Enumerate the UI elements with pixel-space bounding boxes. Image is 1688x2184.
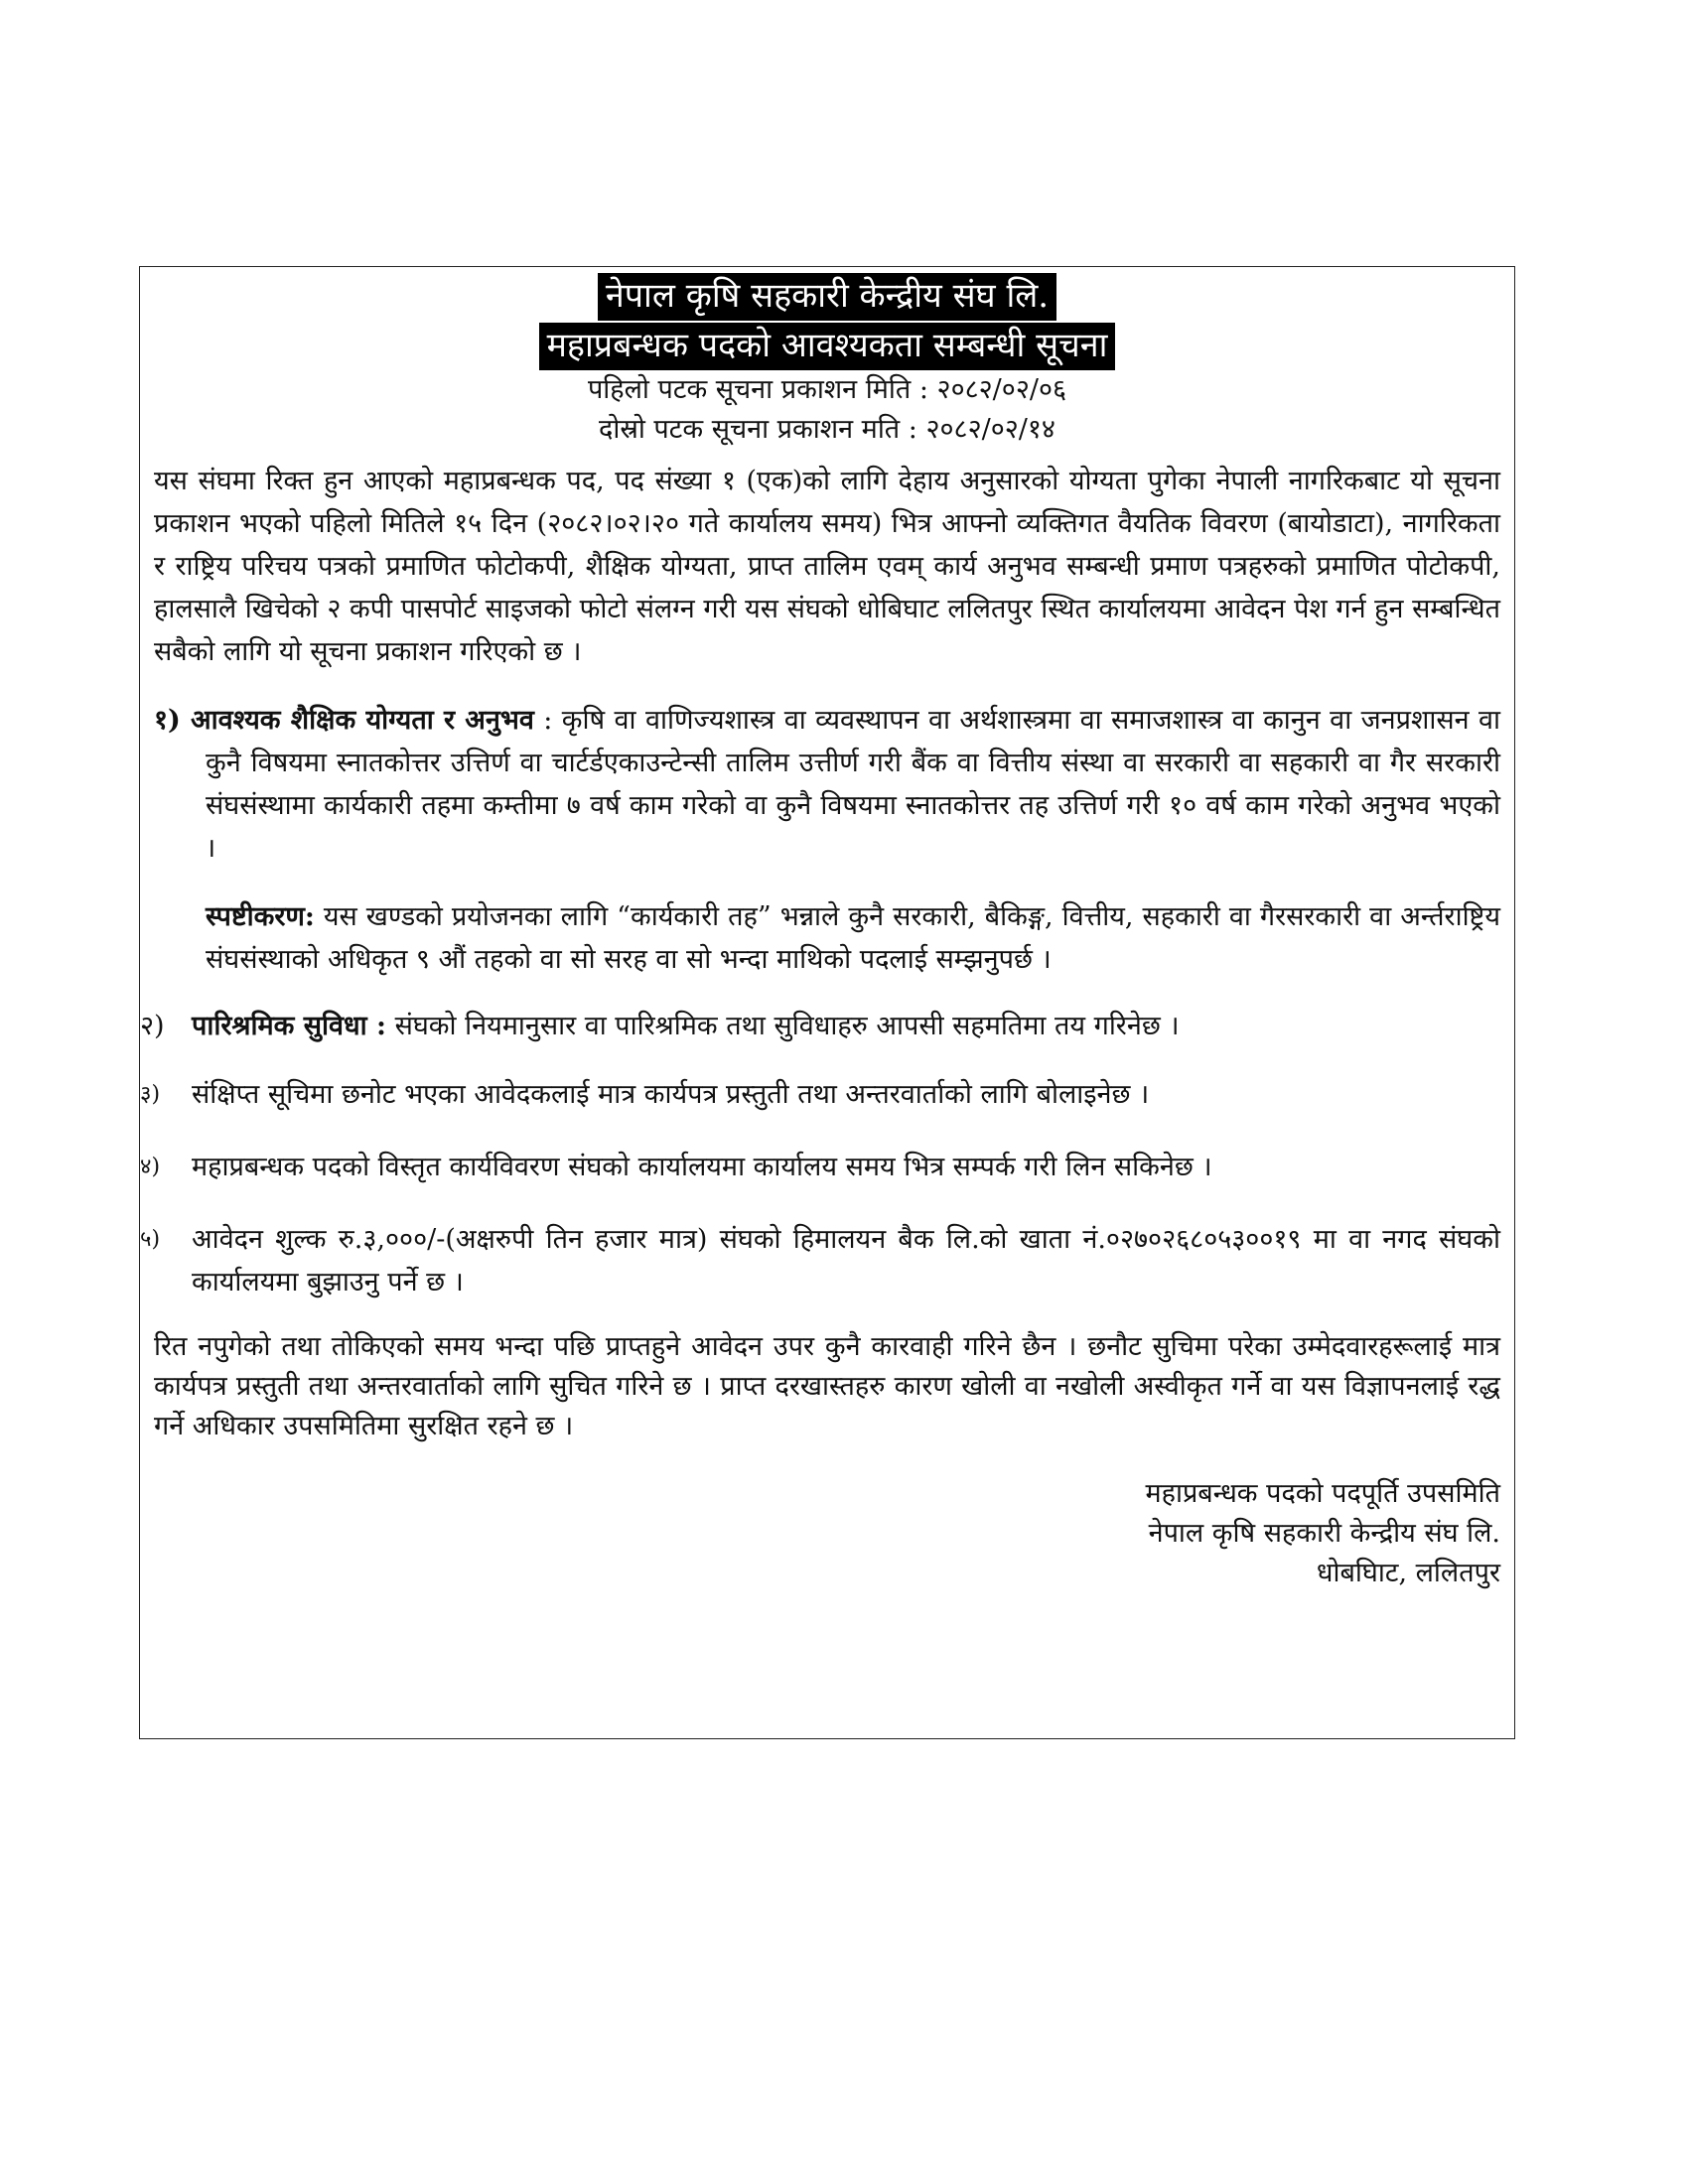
item-job-description-text: महाप्रबन्धक पदको विस्तृत कार्यविवरण संघको कार्यालयमा कार्यालय समय भित्र सम्पर्क गरी लिन सकिनेछ । (192, 1152, 1212, 1182)
item-application-fee-index: ५) (140, 1227, 161, 1252)
item-qualification (154, 699, 1500, 870)
item-shortlist (140, 1073, 1500, 1116)
org-title-row (154, 271, 1500, 321)
intro-paragraph: यस संघमा रिक्त हुन आएको महाप्रबन्धक पद, पद संख्या १ (एक)को लागि देहाय अनुसारको योग्यता पुगेका नेपाली नागरिकबाट यो सूचना प्रकाशन भएको पहिलो मितिले १५ दिन (२०८२।०२।२० गते कार्यालय समय) भित्र आफ्नो व्यक्तिगत वैयतिक विवरण (बायोडाटा), नागरिकता र राष्ट्रिय परिचय पत्रको प्रमाणित फोटोकपी, शैक्षिक योग्यता, प्राप्त तालिम एवम् कार्य अनुभव सम्बन्धी प्रमाण पत्रहरुको प्रमाणित पोटोकपी, हालसालै खिचेको २ कपी पासपोर्ट साइजको फोटो संलग्न गरी यस संघको धोबिघाट ललितपुर स्थित कार्यालयमा आवेदन पेश गर्न हुन सम्बन्धित सबैको लागि यो सूचना प्रकाशन गरिएको छ । (154, 466, 1500, 667)
item-shortlist-index: ३) (140, 1082, 161, 1107)
notice-box (139, 266, 1515, 1739)
signature-block (154, 1474, 1500, 1593)
signature-line-committee: महाप्रबन्धक पदको पदपूर्ति उपसमिति (1145, 1478, 1500, 1509)
item-application-fee-text: आवेदन शुल्क रु.३,०००/-(अक्षरुपी तिन हजार मात्र) संघको हिमालयन बैक लि.को खाता नं.०२७०२६८०५३००१९ मा वा नगद संघको कार्यालयमा बुझाउनु पर्ने छ । (192, 1224, 1500, 1297)
item-shortlist-text: संक्षिप्त सूचिमा छनोट भएका आवेदकलाई मात्र कार्यपत्र प्रस्तुती तथा अन्तरवार्ताको लागि बोलाइनेछ । (192, 1079, 1150, 1110)
first-publication-date: पहिलो पटक सूचना प्रकाशन मिति : २०८२/०२/०६ (587, 374, 1067, 405)
item-application-fee (140, 1218, 1500, 1303)
signature-line-organization: नेपाल कृषि सहकारी केन्द्रीय संघ लि. (1148, 1518, 1500, 1549)
item-qualification-label: १) आवश्यक शैक्षिक योग्यता र अनुभव (154, 705, 534, 736)
item-remuneration-label: पारिश्रमिक सुविधा : (192, 1011, 386, 1041)
clarification-text: यस खण्डको प्रयोजनका लागि “कार्यकारी तह” भन्नाले कुनै सरकारी, बैकिङ्ग, वित्तीय, सहकारी वा गैरसरकारी वा अर्न्तराष्ट्रिय संघसंस्थाको अधिकृत ९ औं तहको वा सो सरह वा सो भन्दा माथिको पदलाई सम्झनुपर्छ । (206, 901, 1500, 975)
signature-line-address: धोबघिाट, ललितपुर (1316, 1558, 1500, 1588)
item-remuneration-text: संघको नियमानुसार वा पारिश्रमिक तथा सुविधाहरु आपसी सहमतिमा तय गरिनेछ । (385, 1011, 1180, 1041)
org-title: नेपाल कृषि सहकारी केन्द्रीय संघ लि. (598, 273, 1056, 321)
item-qualification-text: : कृषि वा वाणिज्यशास्त्र वा व्यवस्थापन वा अर्थशास्त्रमा वा समाजशास्त्र वा कानुन वा जनप्रशासन वा कुनै विषयमा स्नातकोत्तर उत्तिर्ण वा चार्टर्डएकाउन्टेन्सी तालिम उत्तीर्ण गरी बैंक वा वित्तीय संस्था वा सरकारी वा सहकारी वा गैर सरकारी संघसंस्थामा कार्यकारी तहमा कम्तीमा ७ वर्ष काम गरेको वा कुनै विषयमा स्नातकोत्तर तह उत्तिर्ण गरी १० वर्ष काम गरेको अनुभव भएको । (206, 705, 1500, 864)
closing-paragraph: रित नपुगेको तथा तोकिएको समय भन्दा पछि प्राप्तहुने आवेदन उपर कुनै कारवाही गरिने छैन । छनौट सुचिमा परेका उम्मेदवारहरूलाई मात्र कार्यपत्र प्रस्तुती तथा अन्तरवार्ताको लागि सुचित गरिने छ । प्राप्त दरखास्तहरु कारण खोली वा नखोली अस्वीकृत गर्ने वा यस विज्ञापनलाई रद्ध गर्ने अधिकार उपसमितिमा सुरक्षित रहने छ । (154, 1331, 1500, 1441)
clarification-label: स्पष्टीकरण: (206, 901, 315, 932)
notice-title-row (154, 321, 1500, 370)
item-job-description (140, 1146, 1500, 1188)
item-remuneration (140, 1005, 1500, 1047)
second-publication-date: दोस्रो पटक सूचना प्रकाशन मति : २०८२/०२/१४ (599, 414, 1055, 445)
notice-title: महाप्रबन्धक पदको आवश्यकता सम्बन्धी सूचना (539, 323, 1116, 370)
item-job-description-index: ४) (140, 1155, 161, 1179)
item-remuneration-index: २) (140, 1011, 165, 1041)
clarification (154, 895, 1500, 981)
